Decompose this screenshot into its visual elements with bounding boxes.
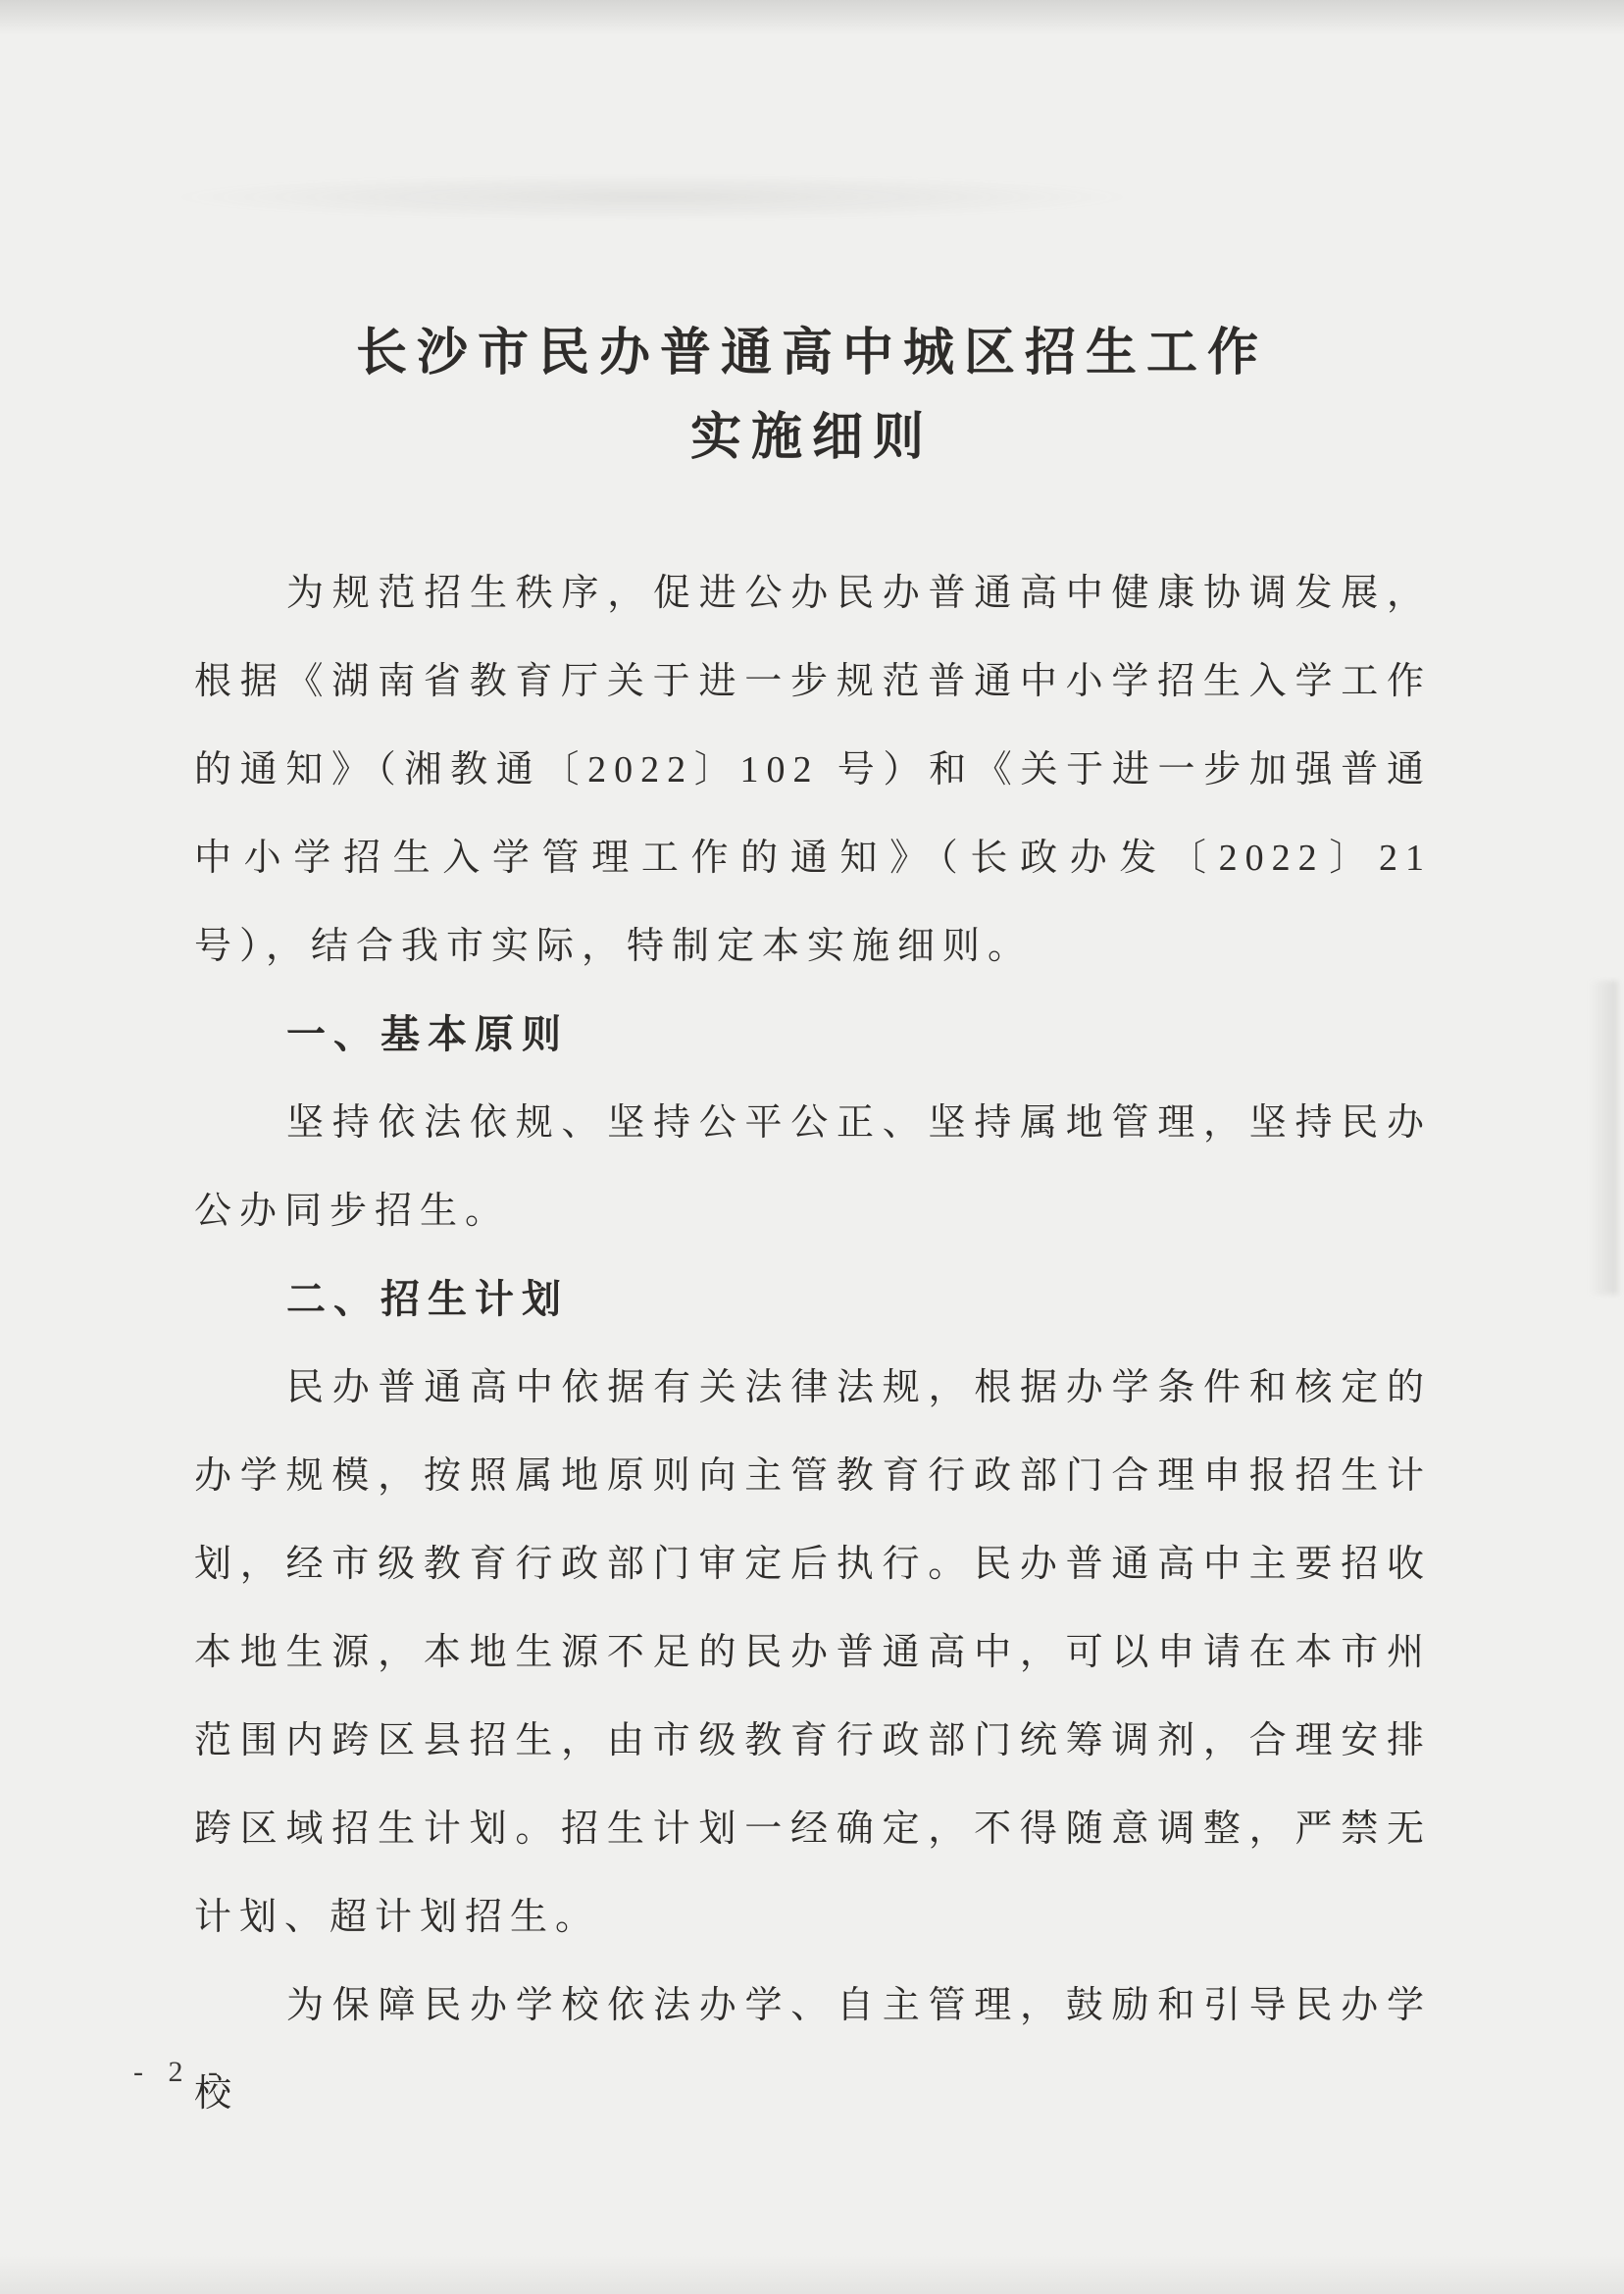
paragraph-school-autonomy: 为保障民办学校依法办学、自主管理，鼓励和引导民办学校: [194, 1985, 1432, 2115]
scan-artifact-top-band: [0, 0, 1624, 35]
paragraph-intro: 为规范招生秩序，促进公办民办普通高中健康协调发展，根据《湖南省教育厅关于进一步规范普通中小学招生入学工作的通知》（湘教通〔2022〕102 号）和《关于进一步加强普通中小学招生入学管理工作的通知》（长政办发〔2022〕21 号），结合我市实际，特制定本实施细则。: [194, 573, 1432, 967]
document-title-line2: 实施细则: [689, 410, 934, 466]
page-number: - 2 -: [133, 2056, 227, 2088]
document-title-line1: 长沙市民办普通高中城区招生工作: [355, 326, 1268, 382]
scan-artifact-bottom-band: [0, 2255, 1624, 2294]
document-title: [0, 312, 1624, 481]
section-heading-enrollment-plan: 二、招生计划: [286, 1278, 569, 1321]
scan-artifact-smudge: [181, 175, 1123, 220]
scan-artifact-right-streak: [1589, 981, 1618, 1295]
paragraph-enrollment-plan: 民办普通高中依据有关法律法规，根据办学条件和核定的办学规模，按照属地原则向主管教育行政部门合理申报招生计划，经市级教育行政部门审定后执行。民办普通高中主要招收本地生源，本地生源不足的民办普通高中，可以申请在本市州范围内跨区县招生，由市级教育行政部门统筹调剂，合理安排跨区域招生计划。招生计划一经确定，不得随意调整，严禁无计划、超计划招生。: [194, 1367, 1432, 1938]
document-body: [194, 549, 1432, 2138]
paragraph-basic-principles: 坚持依法依规、坚持公平公正、坚持属地管理，坚持民办公办同步招生。: [194, 1102, 1432, 1232]
section-heading-basic-principles: 一、基本原则: [286, 1013, 569, 1056]
